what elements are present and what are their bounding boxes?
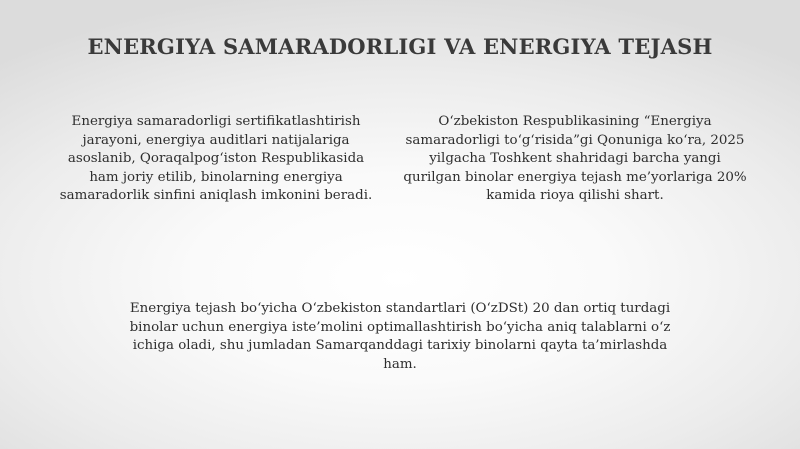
slide-title: ENERGIYA SAMARADORLIGI VA ENERGIYA TEJASH [87, 34, 713, 59]
text-block-right: O‘zbekiston Respublikasining “Energiya samaradorligi to‘g‘risida”gi Qonuniga ko‘ra, 2025 yilgacha Toshkent shahridagi barcha yangi qurilgan binolar energiya tejash me’yorlariga 20% kamida rioya qilishi shart. [403, 114, 747, 203]
text-block-left: Energiya samaradorligi sertifikatlashtirish jarayoni, energiya auditlari natijalariga asoslanib, Qoraqalpog‘iston Respublikasida ham joriy etilib, binolarning energiya samaradorlik sinfini aniqlash imkonini beradi. [59, 114, 373, 203]
text-block-bottom: Energiya tejash bo‘yicha O‘zbekiston standartlari (O‘zDSt) 20 dan ortiq turdagi binolar uchun energiya iste’molini optimallashtirish bo‘yicha aniq talablarni o‘z ichiga oladi, shu jumladan Samarqanddagi tarixiy binolarni qayta ta’mirlashda ham. [129, 301, 671, 372]
